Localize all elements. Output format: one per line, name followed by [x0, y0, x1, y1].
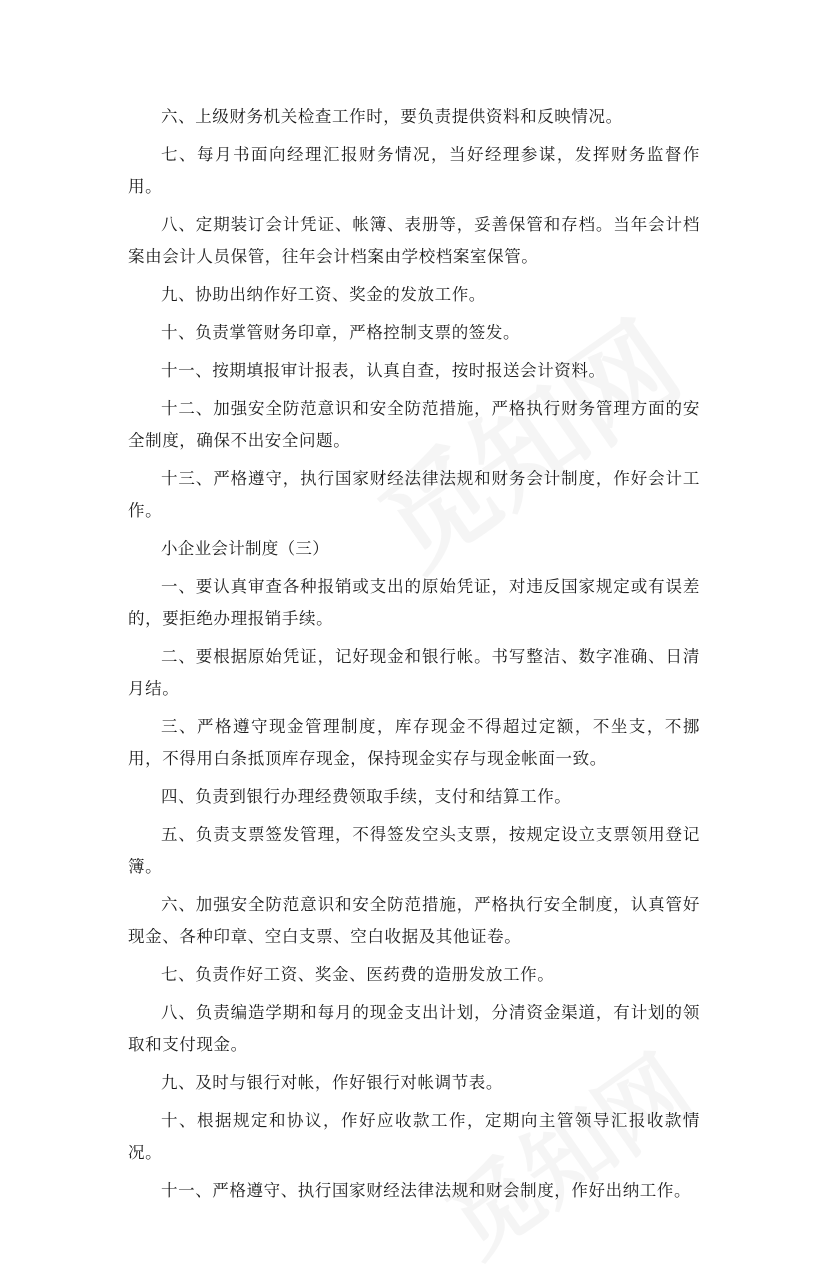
paragraph: 十三、严格遵守，执行国家财经法律法规和财务会计制度，作好会计工作。	[128, 469, 700, 520]
paragraph: 六、上级财务机关检查工作时，要负责提供资料和反映情况。	[161, 107, 623, 126]
paragraph: 七、负责作好工资、奖金、医药费的造册发放工作。	[161, 965, 555, 984]
paragraph: 二、要根据原始凭证，记好现金和银行帐。书写整洁、数字准确、日清月结。	[128, 647, 700, 698]
paragraph: 六、加强安全防范意识和安全防范措施，严格执行安全制度，认真管好现金、各种印章、空白支票、空白收据及其他证卷。	[128, 895, 700, 946]
paragraph: 四、负责到银行办理经费领取手续，支付和结算工作。	[161, 787, 572, 806]
paragraph: 一、要认真审查各种报销或支出的原始凭证，对违反国家规定或有误差的，要拒绝办理报销手续。	[128, 577, 700, 628]
paragraph: 十一、严格遵守、执行国家财经法律法规和财会制度，作好出纳工作。	[161, 1181, 692, 1200]
paragraph: 十二、加强安全防范意识和安全防范措施，严格执行财务管理方面的安全制度，确保不出安全问题。	[128, 399, 700, 450]
paragraph: 十一、按期填报审计报表，认真自查，按时报送会计资料。	[161, 361, 606, 380]
paragraph: 七、每月书面向经理汇报财务情况，当好经理参谋，发挥财务监督作用。	[128, 145, 700, 196]
section-title: 小企业会计制度（三）	[161, 539, 329, 558]
paragraph: 十、根据规定和协议，作好应收款工作，定期向主管领导汇报收款情况。	[128, 1111, 700, 1162]
paragraph: 九、协助出纳作好工资、奖金的发放工作。	[161, 285, 486, 304]
paragraph: 八、负责编造学期和每月的现金支出计划，分清资金渠道，有计划的领取和支付现金。	[128, 1003, 700, 1054]
paragraph: 五、负责支票签发管理，不得签发空头支票，按规定设立支票领用登记簿。	[128, 825, 700, 876]
paragraph: 八、定期装订会计凭证、帐簿、表册等，妥善保管和存档。当年会计档案由会计人员保管，往年会计档案由学校档案室保管。	[128, 215, 700, 266]
paragraph: 三、严格遵守现金管理制度，库存现金不得超过定额，不坐支，不挪用，不得用白条抵顶库存现金，保持现金实存与现金帐面一致。	[128, 717, 700, 768]
document-body	[128, 101, 700, 1213]
paragraph: 十、负责掌管财务印章，严格控制支票的签发。	[161, 323, 521, 342]
paragraph: 九、及时与银行对帐，作好银行对帐调节表。	[161, 1073, 503, 1092]
